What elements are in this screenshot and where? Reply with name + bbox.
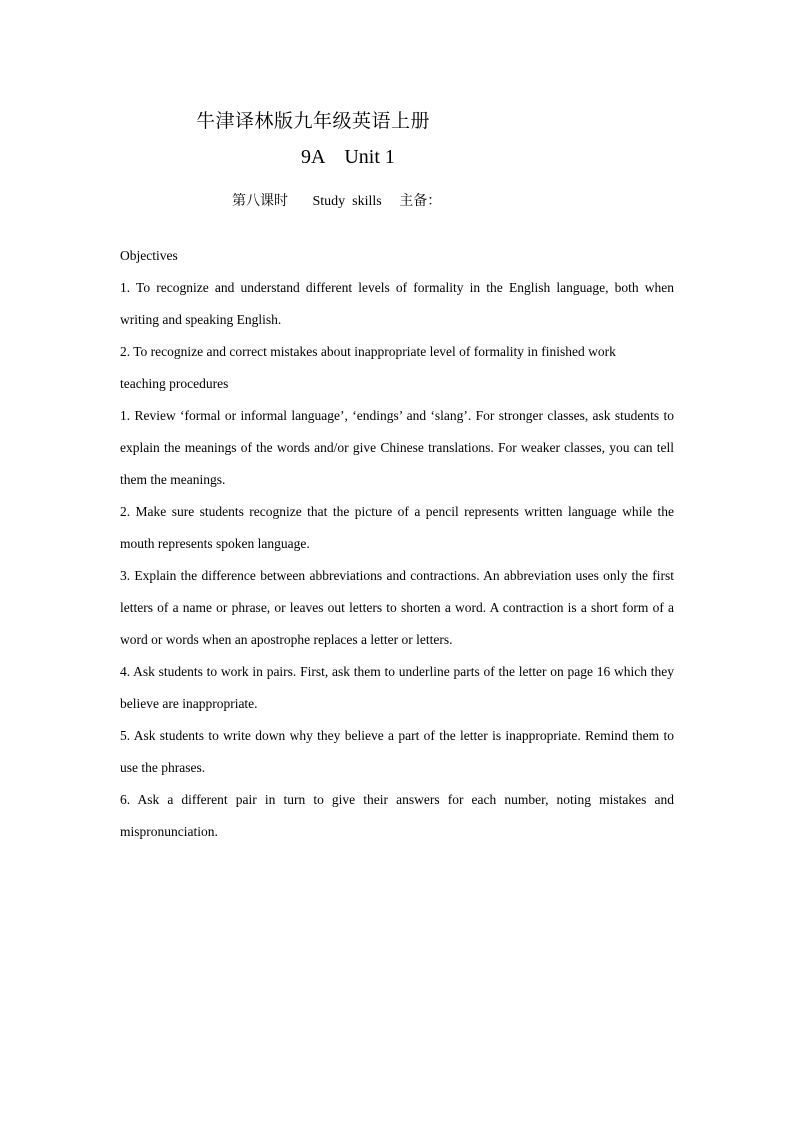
objectives-heading: Objectives <box>120 248 178 263</box>
procedure-item: 2. Make sure students recognize that the picture of a pencil represents written language while the mouth represents spoken language. <box>120 504 674 551</box>
objective-item: 2. To recognize and correct mistakes about inappropriate level of formality in finished work <box>120 344 616 359</box>
procedure-item: 6. Ask a different pair in turn to give their answers for each number, noting mistakes and mispronunciation. <box>120 792 674 839</box>
document-body <box>120 240 674 848</box>
procedure-item: 3. Explain the difference between abbreviations and contractions. An abbreviation uses only the first letters of a name or phrase, or leaves out letters to shorten a word. A contraction is a short form of a word or words when an apostrophe replaces a letter or letters. <box>120 568 674 647</box>
procedure-item: 4. Ask students to work in pairs. First, ask them to underline parts of the letter on page 16 which they believe are inappropriate. <box>120 664 674 711</box>
lesson-info: 第八课时 Study skills 主备： <box>232 194 442 209</box>
procedures-heading: teaching procedures <box>120 376 229 391</box>
document-title: 牛津译林版九年级英语上册 <box>196 111 431 132</box>
unit-heading: 9A Unit 1 <box>301 146 395 168</box>
procedure-item: 1. Review ‘formal or informal language’, ‘endings’ and ‘slang’. For stronger classes, ask students to explain the meanings of the words and/or give Chinese translations. For weaker classes, you can tell them the meanings. <box>120 408 674 487</box>
objective-item: 1. To recognize and understand different levels of formality in the English language, both when writing and speaking English. <box>120 280 674 327</box>
procedure-item: 5. Ask students to write down why they believe a part of the letter is inappropriate. Remind them to use the phrases. <box>120 728 674 775</box>
